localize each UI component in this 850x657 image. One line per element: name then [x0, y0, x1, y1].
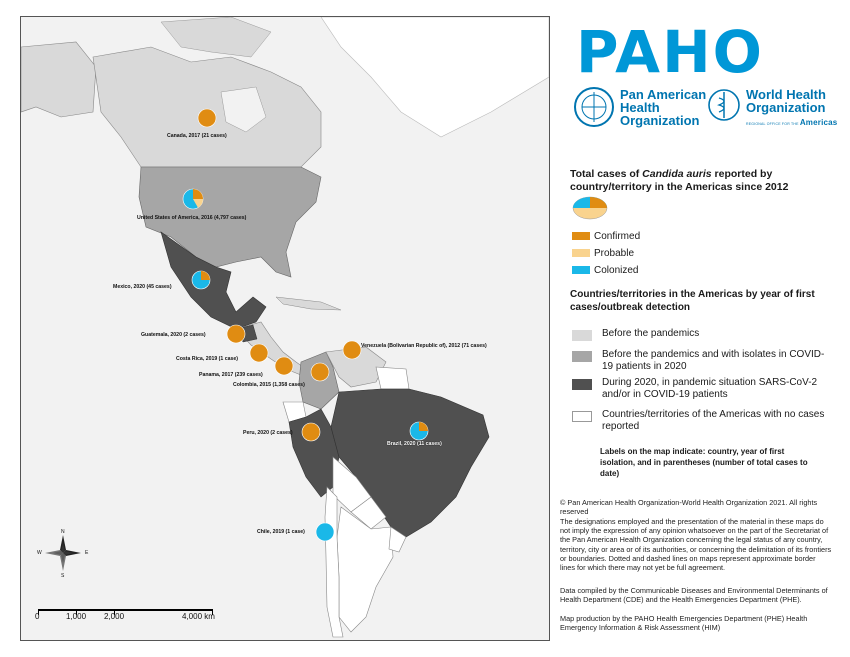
category-label-2: Before the pandemics and with isolates in COVID-19 patients in 2020 — [602, 349, 825, 372]
data-source-text: Data compiled by the Communicable Diseases and Environmental Determinants of Health Department (CDE) and the Health Emergencies Department (PHE). — [560, 586, 828, 605]
alaska-shape — [21, 42, 96, 117]
label-brazil: Brazil, 2020 (11 cases) — [387, 441, 442, 447]
arctic-islands-shape — [161, 17, 271, 57]
category-before-pandemics — [572, 328, 832, 341]
pie-legend-title-b: reported by country/territory in the Americas since 2012 — [570, 168, 789, 193]
pie-colombia[interactable] — [311, 363, 329, 381]
scale-tick-1000: 1,000 — [66, 612, 87, 621]
label-venezuela: Venezuela (Bolivarian Republic of), 2012 (71 cases) — [361, 343, 487, 349]
category-swatch-2 — [572, 351, 592, 362]
who-org-name — [746, 88, 837, 131]
label-colombia: Colombia, 2015 (1,358 cases) — [233, 382, 305, 388]
scale-tick-4000: 4,000 km — [182, 612, 215, 621]
paho-org-line-3: Organization — [620, 113, 700, 128]
scale-bar — [35, 604, 218, 622]
compass-east-label: E — [85, 550, 89, 556]
category-before-with-isolates — [572, 349, 832, 373]
pie-peru[interactable] — [302, 423, 320, 441]
category-during-2020 — [572, 377, 832, 401]
category-label-3: During 2020, in pandemic situation SARS-CoV-2 and/or in COVID-19 patients — [602, 377, 818, 400]
who-americas-label: Americas — [799, 118, 838, 127]
guianas-shape — [376, 367, 409, 389]
pie-legend-title — [570, 168, 840, 194]
production-credit-text: Map production by the PAHO Health Emergencies Department (PHE) Health Emergency Information & Risk Assessment (HIM) — [560, 614, 808, 633]
pie-guatemala[interactable] — [227, 325, 245, 343]
category-label-4: Countries/territories of the Americas with no cases reported — [602, 409, 825, 432]
category-swatch-4 — [572, 411, 592, 422]
copyright-text: © Pan American Health Organization-World Health Organization 2021. All rights reserved — [560, 498, 818, 517]
pie-mexico[interactable] — [192, 271, 210, 289]
pie-usa[interactable] — [183, 189, 203, 209]
label-guatemala: Guatemala, 2020 (2 cases) — [141, 332, 206, 338]
who-regional-office-label: REGIONAL OFFICE FOR THE — [746, 122, 799, 126]
americas-map — [21, 17, 549, 640]
pie-venezuela[interactable] — [343, 341, 361, 359]
pie-chile[interactable] — [316, 523, 334, 541]
legend-pie-icon — [572, 196, 612, 224]
label-usa: United States of America, 2016 (4,797 cases) — [137, 215, 247, 221]
scale-tick-2000: 2,000 — [104, 612, 125, 621]
category-swatch-3 — [572, 379, 592, 390]
legend-colonized — [572, 263, 638, 277]
label-panama: Panama, 2017 (239 cases) — [199, 372, 263, 378]
label-canada: Canada, 2017 (21 cases) — [167, 133, 227, 139]
category-swatch-1 — [572, 330, 592, 341]
compass-rose-icon — [45, 535, 81, 571]
compass-south-label: S — [61, 573, 65, 579]
labels-note: Labels on the map indicate: country, year of first isolation, and in parentheses (number of total cases to date) — [600, 447, 808, 478]
pie-costa-rica[interactable] — [250, 344, 268, 362]
confirmed-label: Confirmed — [594, 230, 641, 242]
compass-west-label: W — [37, 550, 42, 556]
who-org-line-1: World Health — [746, 87, 826, 102]
disclaimer-text: The designations employed and the presentation of the material in these maps do not imply the expression of any opinion whatsoever on the part of the Secretariat of the Pan American Health Organization concerning the legal status of any country, territory, city or area or of its authorities, or concerning the delimitation of its frontiers or boundaries. Dotted and dashed lines on maps represent approximate border lines for which there may not yet be full agreement. — [560, 517, 832, 573]
probable-label: Probable — [594, 247, 635, 259]
colonized-swatch — [572, 266, 590, 274]
category-legend-title: Countries/territories in the Americas by year of first cases/outbreak detection — [570, 289, 815, 313]
category-no-cases — [572, 409, 832, 433]
who-emblem-icon — [706, 88, 742, 122]
paho-emblem-icon — [572, 86, 616, 128]
caribbean-shape — [276, 297, 341, 310]
legend-confirmed — [572, 229, 640, 243]
label-peru: Peru, 2020 (2 cases) — [243, 430, 293, 436]
pie-panama[interactable] — [275, 357, 293, 375]
confirmed-swatch — [572, 232, 590, 240]
peru-shape — [289, 409, 339, 497]
greenland-shape — [321, 17, 549, 137]
usa-shape — [139, 167, 321, 277]
who-regional-office — [746, 116, 837, 131]
label-costa-rica: Costa Rica, 2019 (1 case) — [176, 356, 238, 362]
paho-org-line-2: Health — [620, 100, 660, 115]
colonized-label: Colonized — [594, 264, 639, 276]
category-label-1: Before the pandemics — [602, 328, 700, 339]
paho-org-name — [620, 88, 706, 127]
argentina-shape — [337, 507, 393, 632]
pie-legend-title-a: Total cases of — [570, 168, 643, 180]
pie-legend-title-species: Candida auris — [642, 168, 712, 180]
who-org-line-2: Organization — [746, 100, 826, 115]
pie-canada[interactable] — [198, 109, 216, 127]
legend-panel — [558, 16, 848, 646]
paho-org-line-1: Pan American — [620, 87, 707, 102]
canada-shape — [93, 47, 321, 167]
map-frame[interactable] — [20, 16, 550, 641]
label-mexico: Mexico, 2020 (45 cases) — [113, 284, 172, 290]
compass-north-label: N — [61, 529, 65, 535]
pie-brazil[interactable] — [410, 422, 428, 440]
label-chile: Chile, 2019 (1 case) — [257, 529, 305, 535]
probable-swatch — [572, 249, 590, 257]
legend-probable — [572, 246, 634, 260]
paho-logo: PAHO — [576, 18, 764, 86]
scale-tick-0: 0 — [35, 612, 40, 621]
